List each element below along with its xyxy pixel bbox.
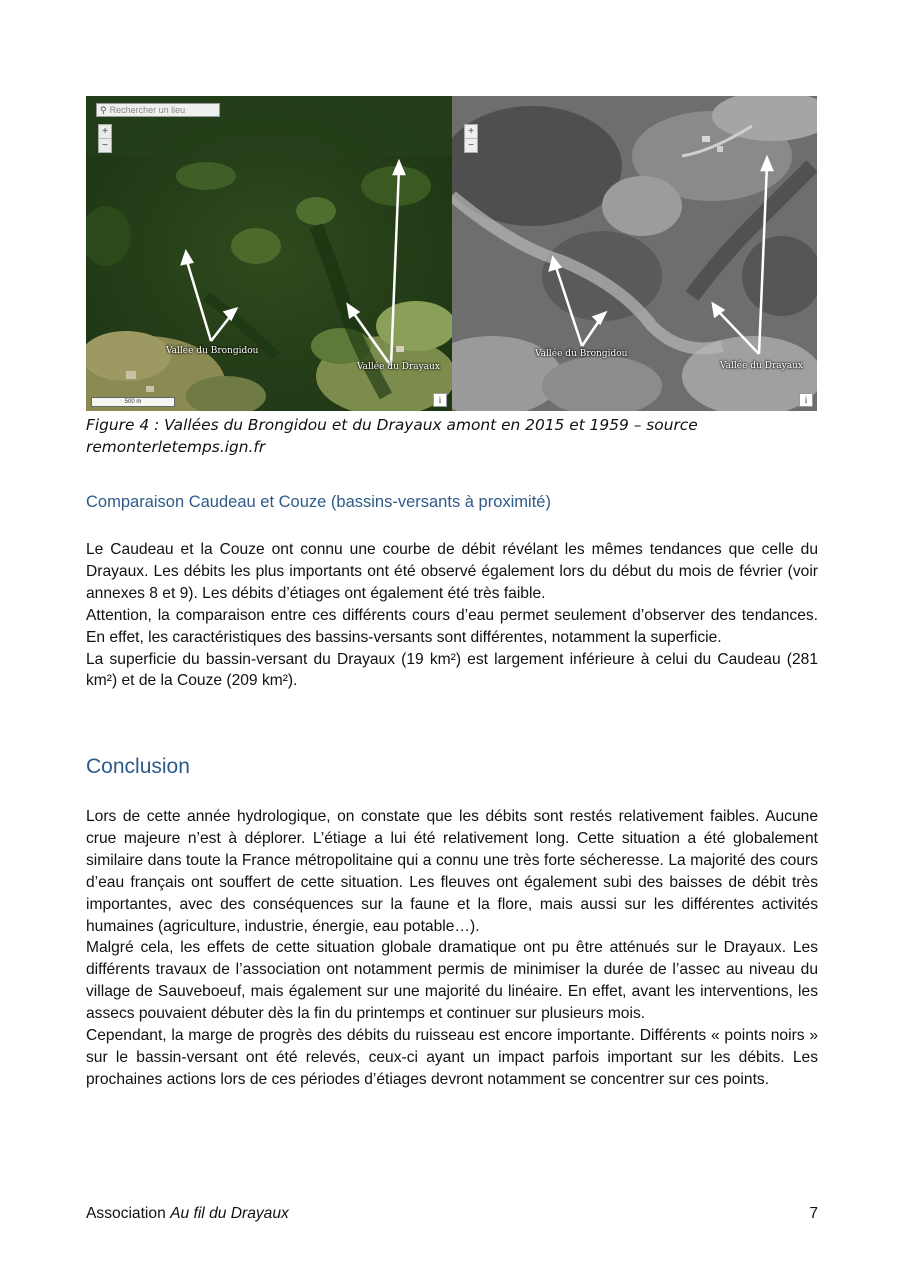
- zoom-out-button[interactable]: −: [99, 138, 111, 152]
- paragraph: Attention, la comparaison entre ces différents cours d’eau permet seulement d’observer des tendances. En effet, les caractéristiques des bassins-versants sont différentes, notamment la superficie.: [86, 606, 818, 646]
- footer-association-prefix: Association: [86, 1205, 171, 1222]
- info-button[interactable]: i: [799, 393, 813, 407]
- page-number: 7: [809, 1205, 818, 1222]
- search-icon: ⚲: [100, 104, 107, 115]
- zoom-control: [98, 124, 112, 153]
- zoom-control: [464, 124, 478, 153]
- paragraph: Le Caudeau et la Couze ont connu une courbe de débit révélant les mêmes tendances que celle du Drayaux. Les débits les plus importants ont été observé également lors du début du mois de février (voir annexes 8 et 9). Les débits d’étiages ont également été très faible.: [86, 541, 818, 602]
- paragraph: La superficie du bassin-versant du Drayaux (19 km²) est largement inférieure à celui du Caudeau (281 km²) et de la Couze (209 km²).: [86, 650, 818, 690]
- scale-bar: 500 m: [91, 397, 175, 407]
- search-placeholder: Rechercher un lieu: [109, 105, 186, 115]
- zoom-in-button[interactable]: +: [102, 126, 108, 137]
- label-vallee-drayaux: Vallée du Drayaux: [720, 361, 803, 371]
- paragraph: Cependant, la marge de progrès des débits du ruisseau est encore importante. Différents « points noirs » sur le bassin-versant ont été relevés, ceux-ci ayant un impact parfois important sur les débits. Les prochaines actions lors de ces périodes d’étiages devront notamment se concentrer sur ces points.: [86, 1027, 818, 1088]
- footer-association-name: Au fil du Drayaux: [170, 1205, 289, 1222]
- caption-line-2: remonterletemps.ign.fr: [86, 438, 266, 456]
- search-input[interactable]: [96, 103, 220, 117]
- zoom-in-button[interactable]: +: [468, 126, 474, 137]
- figure-maps: [86, 96, 817, 411]
- paragraph: Malgré cela, les effets de cette situation globale dramatique ont pu être atténués sur le Drayaux. Les différents travaux de l’association ont notamment permis de minimiser la durée de l’assec au niveau du village de Sauveboeuf, mais également sur une majorité du linéaire. En effet, avant les interventions, les assecs pouvaient débuter dès la fin du printemps et continuer sur plusieurs mois.: [86, 939, 818, 1023]
- zoom-out-button[interactable]: −: [465, 138, 477, 152]
- section-body-comparaison: [86, 539, 818, 692]
- map-1959[interactable]: [452, 96, 817, 411]
- section-title-conclusion: Conclusion: [86, 755, 190, 778]
- label-vallee-brongidou: Vallée du Brongidou: [166, 346, 259, 356]
- info-button[interactable]: i: [433, 393, 447, 407]
- caption-line-1: Figure 4 : Vallées du Brongidou et du Drayaux amont en 2015 et 1959 – source: [86, 416, 698, 434]
- paragraph: Lors de cette année hydrologique, on constate que les débits sont restés relativement faibles. Aucune crue majeure n’est à déplorer. L’étiage a lui été relativement long. Cette situation a été globalement similaire dans toute la France métropolitaine qui a connu une très forte sécheresse. La majorité des cours d’eau français ont souffert de cette situation. Les fleuves ont également subi des baisses de débit très importantes, avec des conséquences sur la faune et la flore, mais aussi sur les différentes activités humaines (agriculture, industrie, énergie, eau potable…).: [86, 808, 818, 935]
- label-vallee-drayaux: Vallée du Drayaux: [357, 362, 440, 372]
- section-title-comparaison: Comparaison Caudeau et Couze (bassins-versants à proximité): [86, 493, 551, 511]
- map-2015[interactable]: [86, 96, 452, 411]
- figure-caption: [86, 414, 818, 458]
- page-footer: [86, 1205, 818, 1223]
- label-vallee-brongidou: Vallée du Brongidou: [535, 349, 628, 359]
- section-body-conclusion: [86, 806, 818, 1091]
